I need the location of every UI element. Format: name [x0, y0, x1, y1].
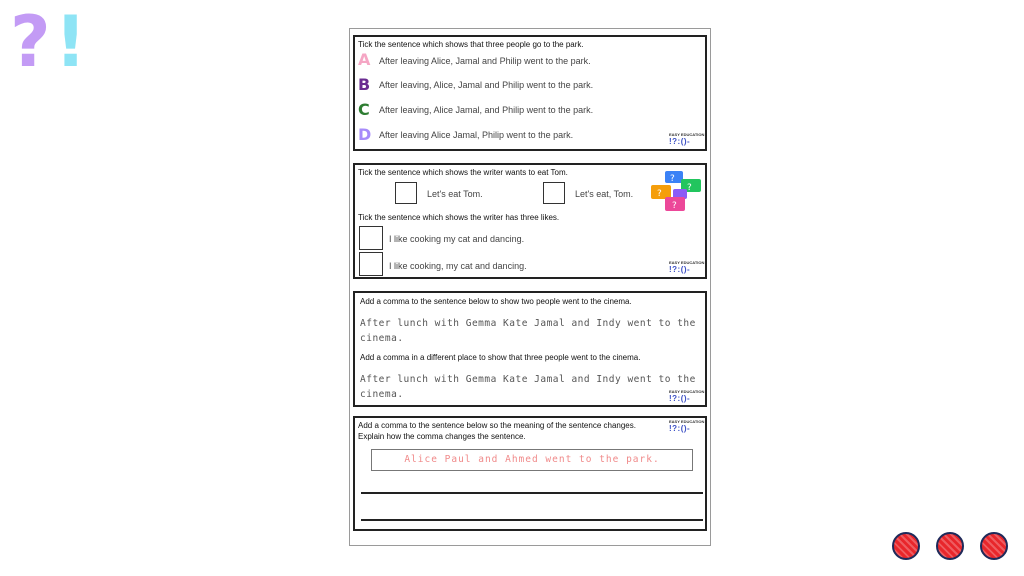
- question-mark-icon: ?: [10, 1, 51, 83]
- choice-cooking-my-cat: I like cooking my cat and dancing.: [389, 234, 525, 244]
- option-c-text[interactable]: After leaving, Alice Jamal, and Philip went to the park.: [379, 105, 594, 115]
- option-a-text[interactable]: After leaving Alice, Jamal and Philip went to the park.: [379, 56, 591, 66]
- svg-text:?: ?: [687, 183, 692, 193]
- tick-box-cooking-my-cat[interactable]: [359, 226, 383, 250]
- decorative-punctuation: [10, 2, 87, 82]
- cinema-sentence-1[interactable]: After lunch with Gemma Kate Jamal and Indy went to the cinema.: [360, 318, 696, 344]
- bubble-question-glyph: ?: [670, 174, 675, 184]
- exclamation-mark-icon: !: [54, 1, 87, 83]
- option-c-letter: C: [358, 100, 370, 119]
- worksheet: [349, 28, 711, 546]
- option-a-letter: A: [358, 50, 371, 69]
- option-d-text[interactable]: After leaving Alice Jamal, Philip went to the park.: [379, 130, 574, 140]
- section2-prompt1: Tick the sentence which shows the writer wants to eat Tom.: [358, 168, 568, 177]
- section1-prompt: Tick the sentence which shows that three people go to the park.: [358, 40, 584, 49]
- choice-cooking-comma-my-cat: I like cooking, my cat and dancing.: [389, 261, 527, 271]
- svg-text:?: ?: [672, 201, 677, 211]
- svg-text:?: ?: [657, 189, 662, 199]
- answer-line-1[interactable]: [361, 492, 703, 494]
- park-sentence-box[interactable]: [371, 449, 693, 471]
- nav-dot-icon[interactable]: [892, 532, 920, 560]
- section-change-meaning: [353, 416, 707, 531]
- section3-prompt1: Add a comma to the sentence below to show two people went to the cinema.: [360, 297, 632, 306]
- park-sentence: Alice Paul and Ahmed went to the park.: [404, 454, 660, 465]
- tick-box-lets-eat-tom[interactable]: [395, 182, 417, 204]
- easy-education-logo: EASY EDUCATION !?:()-: [669, 132, 705, 146]
- nav-dot-icon[interactable]: [980, 532, 1008, 560]
- easy-education-logo: EASY EDUCATION !?:()-: [669, 389, 705, 403]
- section3-prompt2: Add a comma in a different place to show that three people went to the cinema.: [360, 353, 641, 362]
- section-cinema-commas: [353, 291, 707, 407]
- section4-prompt-line1: Add a comma to the sentence below so the meaning of the sentence changes.: [358, 421, 636, 430]
- question-bubbles-icon: [647, 169, 705, 215]
- section4-prompt-line2: Explain how the comma changes the sentence.: [358, 432, 526, 441]
- nav-dot-icon[interactable]: [936, 532, 964, 560]
- choice-lets-eat-tom: Let's eat Tom.: [427, 189, 483, 199]
- option-b-text[interactable]: After leaving, Alice, Jamal and Philip went to the park.: [379, 80, 594, 90]
- choice-lets-eat-comma-tom: Let's eat, Tom.: [575, 189, 634, 199]
- easy-education-logo: EASY EDUCATION !?:()-: [669, 260, 705, 274]
- option-d-letter: D: [358, 125, 372, 144]
- tick-box-cooking-comma-my-cat[interactable]: [359, 252, 383, 276]
- option-b-letter: B: [358, 75, 371, 94]
- answer-line-2[interactable]: [361, 519, 703, 521]
- tick-box-lets-eat-comma-tom[interactable]: [543, 182, 565, 204]
- cinema-sentence-2[interactable]: After lunch with Gemma Kate Jamal and Indy went to the cinema.: [360, 374, 696, 400]
- section-lets-eat-tom: [353, 163, 707, 279]
- section2-prompt2: Tick the sentence which shows the writer has three likes.: [358, 213, 560, 222]
- section-three-people-park: [353, 35, 707, 151]
- easy-education-logo: EASY EDUCATION !?:()-: [669, 419, 705, 433]
